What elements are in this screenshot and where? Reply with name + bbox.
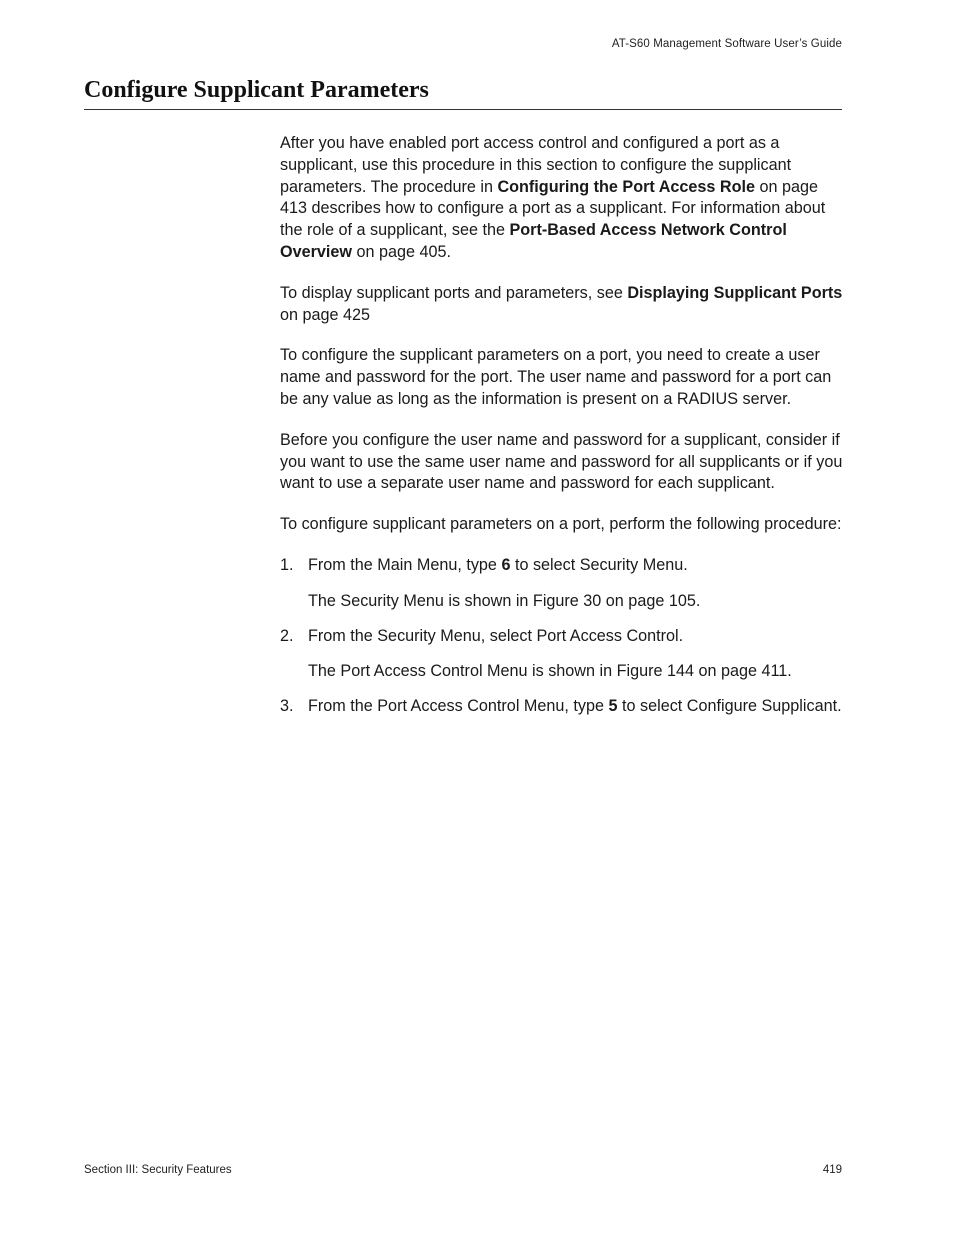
text-run: From the Port Access Control Menu, type [308,697,609,716]
page-number: 419 [822,1164,842,1176]
procedure-steps [280,555,844,718]
menu-key: 5 [608,697,618,716]
text-run: After you have enabled port access control and configured a port as a supplicant, use this procedure in this section to configure the supplicant parameters. The procedure in [280,134,792,196]
step-number: 1. [280,555,294,574]
cross-reference-configuring-port-access-role: Configuring the Port Access Role [497,177,755,196]
paragraph-credentials: To configure the supplicant parameters on a port, you need to create a user name and password for the port. The user name and password for a port can be any value as long as the information is present on a RADIUS server. [280,346,832,408]
step-number: 3. [280,697,294,716]
menu-key: 6 [501,555,511,574]
body-content [280,133,844,731]
step-note: The Port Access Control Menu is shown in Figure 144 on page 411. [308,662,792,681]
running-header: AT-S60 Management Software User’s Guide [611,38,842,50]
cross-reference-port-based-overview: Port-Based Access Network Control Overview [280,221,787,261]
procedure-step [280,626,844,684]
text-run: to select Security Menu. [510,555,688,574]
footer-section-label: Section III: Security Features [84,1164,232,1176]
paragraph-intro [280,133,844,264]
text-run: From the Main Menu, type [308,555,502,574]
text-run: to select Configure Supplicant. [617,697,842,716]
cross-reference-displaying-supplicant-ports: Displaying Supplicant Ports [627,283,843,302]
step-note: The Security Menu is shown in Figure 30 on page 105. [308,591,701,610]
step-text: From the Security Menu, select Port Access Control. [308,626,684,645]
paragraph-consider: Before you configure the user name and password for a supplicant, consider if you want to use the same user name and password for all supplicants or if you want to use a separate user name and password for each supplicant. [280,430,843,493]
procedure-step [280,696,844,718]
paragraph-display-ports [280,283,844,327]
text-run: on page 405. [352,242,452,261]
text-run: on page 425 [280,305,371,324]
text-run: on page 413 describes how to configure a port as a supplicant. For information about the role of a supplicant, see the [280,177,826,240]
text-run: To display supplicant ports and parameters, see [280,283,628,302]
step-text [308,555,844,577]
step-text [308,696,844,718]
section-title: Configure Supplicant Parameters [84,76,842,110]
paragraph-procedure-intro: To configure supplicant parameters on a port, perform the following procedure: [280,515,842,534]
procedure-step [280,555,844,613]
step-number: 2. [280,626,294,645]
